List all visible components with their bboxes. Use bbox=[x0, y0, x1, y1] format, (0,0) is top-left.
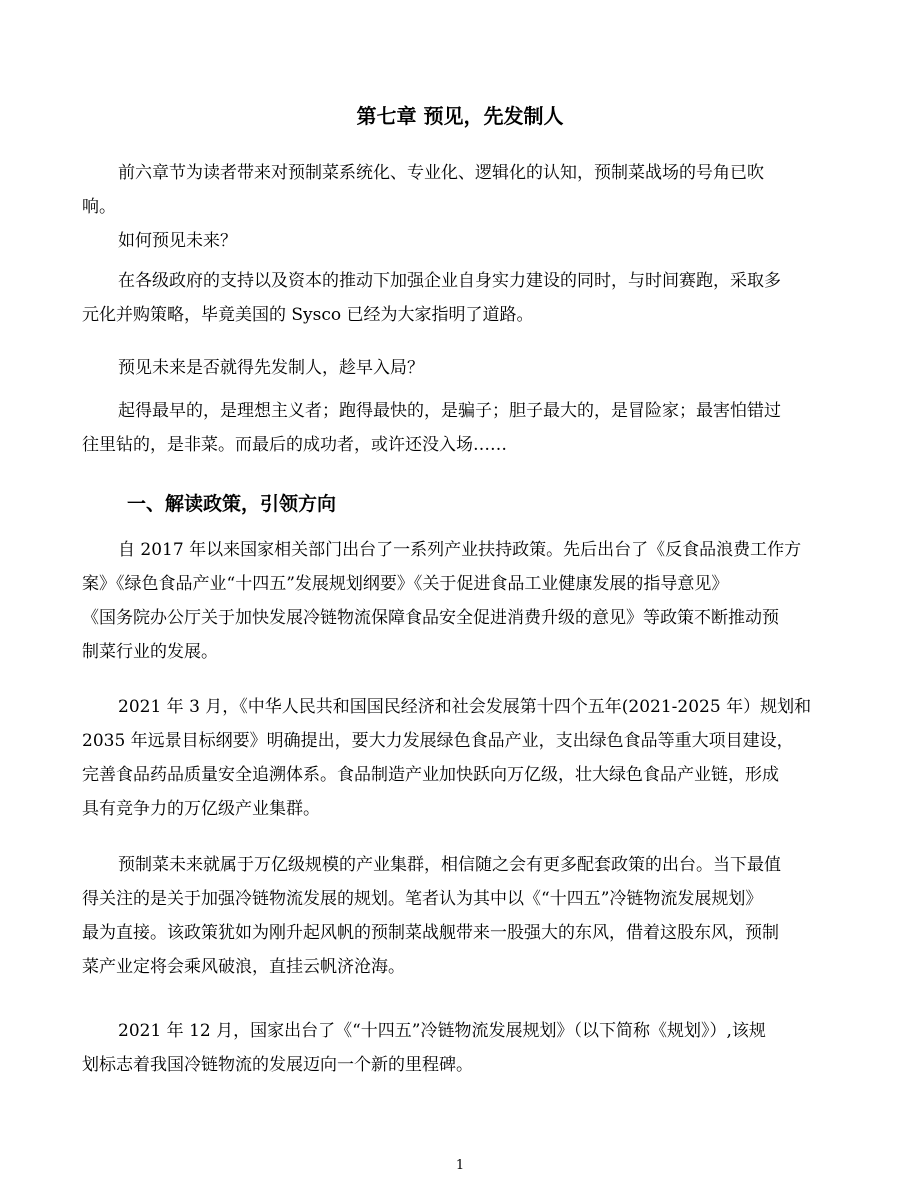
text-line: 响。 bbox=[82, 197, 116, 217]
text-line: 《国务院办公厅关于加快发展冷链物流保障食品安全促进消费升级的意见》等政策不断推动预 bbox=[82, 608, 779, 628]
text-line: 在各级政府的支持以及资本的推动下加强企业自身实力建设的同时，与时间赛跑，采取多 bbox=[118, 271, 781, 291]
text-line: 2035 年远景目标纲要》明确提出，要大力发展绿色食品产业，支出绿色食品等重大项目建设， bbox=[82, 731, 794, 751]
text-line: 2021 年 3 月，《中华人民共和国国民经济和社会发展第十四个五年(2021-2025 年）规划和 bbox=[118, 697, 812, 717]
paragraph-cold-chain bbox=[82, 848, 842, 984]
text-line: 得关注的是关于加强冷链物流发展的规划。笔者认为其中以《“十四五”冷链物流发展规划》 bbox=[82, 889, 763, 909]
text-line: 起得最早的，是理想主义者；跑得最快的，是骗子；胆子最大的，是冒险家；最害怕错过 bbox=[118, 401, 781, 421]
paragraph-intro bbox=[82, 156, 842, 224]
text-line: 往里钻的，是非菜。而最后的成功者，或许还没入场…… bbox=[82, 435, 507, 455]
text-line: 具有竞争力的万亿级产业集群。 bbox=[82, 799, 320, 819]
text-line: 划标志着我国冷链物流的发展迈向一个新的里程碑。 bbox=[82, 1055, 473, 1075]
paragraph-foresee bbox=[82, 351, 842, 385]
paragraph-strategy bbox=[82, 264, 842, 332]
text-line: 预见未来是否就得先发制人，趁早入局？ bbox=[118, 358, 424, 378]
chapter-title: 第七章 预见，先发制人 bbox=[356, 104, 564, 128]
paragraph-question bbox=[82, 224, 842, 258]
text-line: 2021 年 12 月，国家出台了《“十四五”冷链物流发展规划》（以下简称《规划》）,该规 bbox=[118, 1021, 766, 1041]
text-line: 预制菜未来就属于万亿级规模的产业集群，相信随之会有更多配套政策的出台。当下最值 bbox=[118, 855, 781, 875]
text-line: 案》《绿色食品产业“十四五”发展规划纲要》《关于促进食品工业健康发展的指导意见》 bbox=[82, 574, 729, 594]
page-number: 1 bbox=[455, 1158, 465, 1173]
section-heading: 一、解读政策，引领方向 bbox=[127, 493, 337, 515]
paragraph-plan-release bbox=[82, 1014, 842, 1082]
paragraph-five-year-plan bbox=[82, 690, 842, 826]
text-line: 完善食品药品质量安全追溯体系。食品制造产业加快跃向万亿级，壮大绿色食品产业链，形成 bbox=[82, 765, 779, 785]
paragraph-players bbox=[82, 394, 842, 462]
text-line: 制菜行业的发展。 bbox=[82, 642, 218, 662]
text-line: 自 2017 年以来国家相关部门出台了一系列产业扶持政策。先后出台了《反食品浪费工作方 bbox=[118, 540, 802, 560]
text-line: 如何预见未来？ bbox=[118, 231, 237, 251]
paragraph-policies bbox=[82, 533, 842, 669]
text-line: 前六章节为读者带来对预制菜系统化、专业化、逻辑化的认知，预制菜战场的号角已吹 bbox=[118, 163, 764, 183]
text-line: 元化并购策略，毕竟美国的 Sysco 已经为大家指明了道路。 bbox=[82, 305, 534, 325]
text-line: 菜产业定将会乘风破浪，直挂云帆济沧海。 bbox=[82, 957, 405, 977]
text-line: 最为直接。该政策犹如为刚升起风帆的预制菜战舰带来一股强大的东风，借着这股东风，预制 bbox=[82, 923, 779, 943]
